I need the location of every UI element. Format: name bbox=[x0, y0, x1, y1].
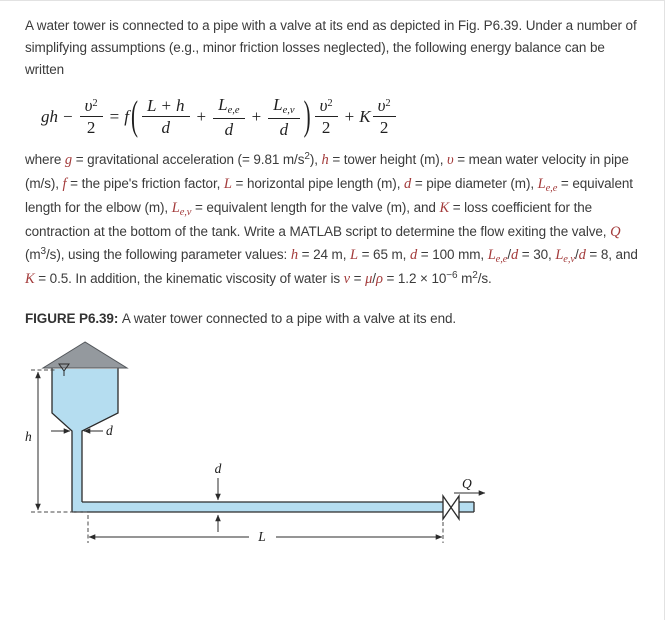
equation-token: 2 bbox=[86, 118, 96, 138]
problem-content bbox=[0, 1, 664, 575]
equation-token: ) bbox=[303, 92, 311, 140]
figure-diagram bbox=[25, 340, 585, 575]
equation-token: 2 bbox=[92, 97, 98, 109]
text-segment: ν bbox=[343, 271, 350, 288]
text-segment: (m bbox=[25, 247, 41, 263]
horizontal-pipe-water bbox=[72, 502, 443, 512]
text-segment: = bbox=[350, 271, 366, 287]
text-segment: K bbox=[25, 271, 35, 288]
equation-token: + bbox=[344, 107, 355, 127]
text-segment: = 1.2 × 10 bbox=[382, 271, 447, 287]
equation-token: d bbox=[161, 118, 171, 138]
equation-token: 2 bbox=[321, 118, 331, 138]
text-segment: −6 bbox=[446, 270, 458, 282]
text-segment: h bbox=[290, 247, 298, 264]
equation-token: 2 bbox=[327, 97, 333, 109]
equation-token: e,v bbox=[282, 104, 295, 116]
text-segment: f bbox=[62, 175, 67, 192]
fraction bbox=[268, 95, 299, 140]
text-segment: = 24 m, bbox=[298, 247, 350, 263]
energy-balance-equation bbox=[41, 92, 639, 140]
text-segment: = equivalent length for the valve (m), and bbox=[191, 199, 440, 215]
text-segment: A water tower is connected to a pipe with a valve at its end as depicted in Fig. P6.39. Under a number of simplifying assumptions (e.g., minor friction losses neglected), the following energy balance can be written bbox=[25, 18, 637, 77]
text-segment: L bbox=[171, 199, 180, 216]
text-segment: = tower height (m), bbox=[328, 152, 448, 168]
text-segment: e,e bbox=[495, 254, 508, 266]
text-segment: e,e bbox=[545, 182, 558, 194]
text-segment: / bbox=[507, 247, 511, 263]
flow-label: Q bbox=[462, 475, 472, 491]
text-segment: FIGURE P6.39: bbox=[25, 310, 122, 326]
intro-paragraph bbox=[25, 15, 639, 81]
equation-token: gh bbox=[41, 107, 58, 127]
text-segment: = loss coefficient for the contraction at the bottom of the tank. Write a MATLAB script to determine the flow exiting the valve, bbox=[25, 199, 611, 239]
text-segment: υ bbox=[447, 152, 454, 169]
equation-token: L bbox=[146, 95, 157, 115]
text-segment: = 100 mm, bbox=[417, 247, 488, 263]
fraction bbox=[373, 96, 396, 138]
text-segment: g bbox=[64, 152, 73, 169]
equation-token: ( bbox=[130, 92, 138, 140]
equation-token: e,e bbox=[227, 104, 240, 116]
text-segment: 3 bbox=[40, 246, 47, 258]
equation-token: = bbox=[109, 107, 120, 127]
fraction bbox=[213, 95, 244, 140]
outlet-stub-water bbox=[459, 502, 474, 512]
text-segment: e,v bbox=[179, 206, 192, 218]
equation-token: υ bbox=[377, 95, 386, 115]
text-segment: = 30, bbox=[518, 247, 556, 263]
text-segment: ), bbox=[309, 152, 322, 168]
text-segment: h bbox=[321, 152, 329, 169]
equation-token: + bbox=[196, 107, 207, 127]
text-segment: L bbox=[555, 247, 564, 264]
length-label: L bbox=[258, 528, 266, 544]
equation-token: − bbox=[63, 107, 73, 127]
text-segment: / bbox=[372, 271, 376, 287]
tank-roof bbox=[43, 342, 127, 368]
equation-token: d bbox=[279, 119, 289, 139]
text-segment: where bbox=[25, 152, 65, 168]
vertical-pipe-water bbox=[72, 431, 82, 512]
valve-icon bbox=[443, 496, 459, 519]
text-segment: = gravitational acceleration (= 9.81 m/s bbox=[72, 152, 305, 168]
text-segment: μ bbox=[365, 271, 373, 288]
text-segment: = pipe diameter (m), bbox=[411, 175, 538, 191]
fraction bbox=[315, 96, 338, 138]
text-segment: = the pipe's friction factor, bbox=[66, 175, 224, 191]
text-segment: = 8, and bbox=[585, 247, 638, 263]
text-segment: 2 bbox=[472, 270, 478, 282]
equation-token: υ bbox=[319, 95, 328, 115]
text-segment: L bbox=[223, 175, 232, 192]
equation-token: h bbox=[176, 95, 185, 115]
text-segment: 2 bbox=[304, 151, 310, 163]
equation-token: + bbox=[161, 95, 172, 115]
text-segment: = mean water velocity in pipe (m/s), bbox=[25, 152, 629, 191]
figure-caption bbox=[25, 308, 639, 330]
pipe-diameter-label: d bbox=[214, 460, 222, 476]
equation-token: + bbox=[251, 107, 262, 127]
text-segment: K bbox=[439, 199, 450, 216]
equation-token: 2 bbox=[379, 118, 389, 138]
text-segment: /s. bbox=[477, 271, 492, 287]
equation-token: 2 bbox=[385, 97, 391, 109]
outlet-diameter-label: d bbox=[106, 422, 113, 438]
text-segment: = 0.5. In addition, the kinematic viscosity of water is bbox=[34, 271, 344, 287]
text-segment: e,v bbox=[563, 254, 575, 266]
text-segment: /s), using the following parameter values: bbox=[46, 247, 291, 263]
text-segment: L bbox=[537, 175, 546, 192]
text-segment: / bbox=[574, 247, 579, 263]
fraction bbox=[142, 96, 190, 138]
text-segment: d bbox=[404, 175, 412, 192]
text-segment: d bbox=[409, 247, 418, 264]
equation-token: d bbox=[224, 119, 234, 139]
fraction bbox=[80, 96, 103, 138]
text-segment: m bbox=[457, 271, 473, 287]
text-segment: L bbox=[350, 247, 358, 264]
equation-token: L bbox=[218, 94, 228, 114]
equation-token: K bbox=[359, 107, 371, 127]
text-segment: = 65 m, bbox=[357, 247, 410, 263]
text-segment: d bbox=[578, 247, 586, 264]
equation-token: L bbox=[273, 94, 283, 114]
equation-token: υ bbox=[84, 95, 93, 115]
text-segment: = equivalent length for the elbow (m), bbox=[25, 175, 633, 215]
text-segment: d bbox=[510, 247, 519, 264]
text-segment: ρ bbox=[375, 271, 383, 288]
details-paragraph bbox=[25, 149, 639, 291]
text-segment: = horizontal pipe length (m), bbox=[231, 175, 405, 191]
text-segment: A water tower connected to a pipe with a valve at its end. bbox=[121, 310, 457, 326]
equation-token: f bbox=[124, 107, 129, 127]
text-segment: L bbox=[487, 247, 496, 264]
height-label: h bbox=[25, 428, 32, 444]
text-segment: Q bbox=[610, 223, 621, 240]
